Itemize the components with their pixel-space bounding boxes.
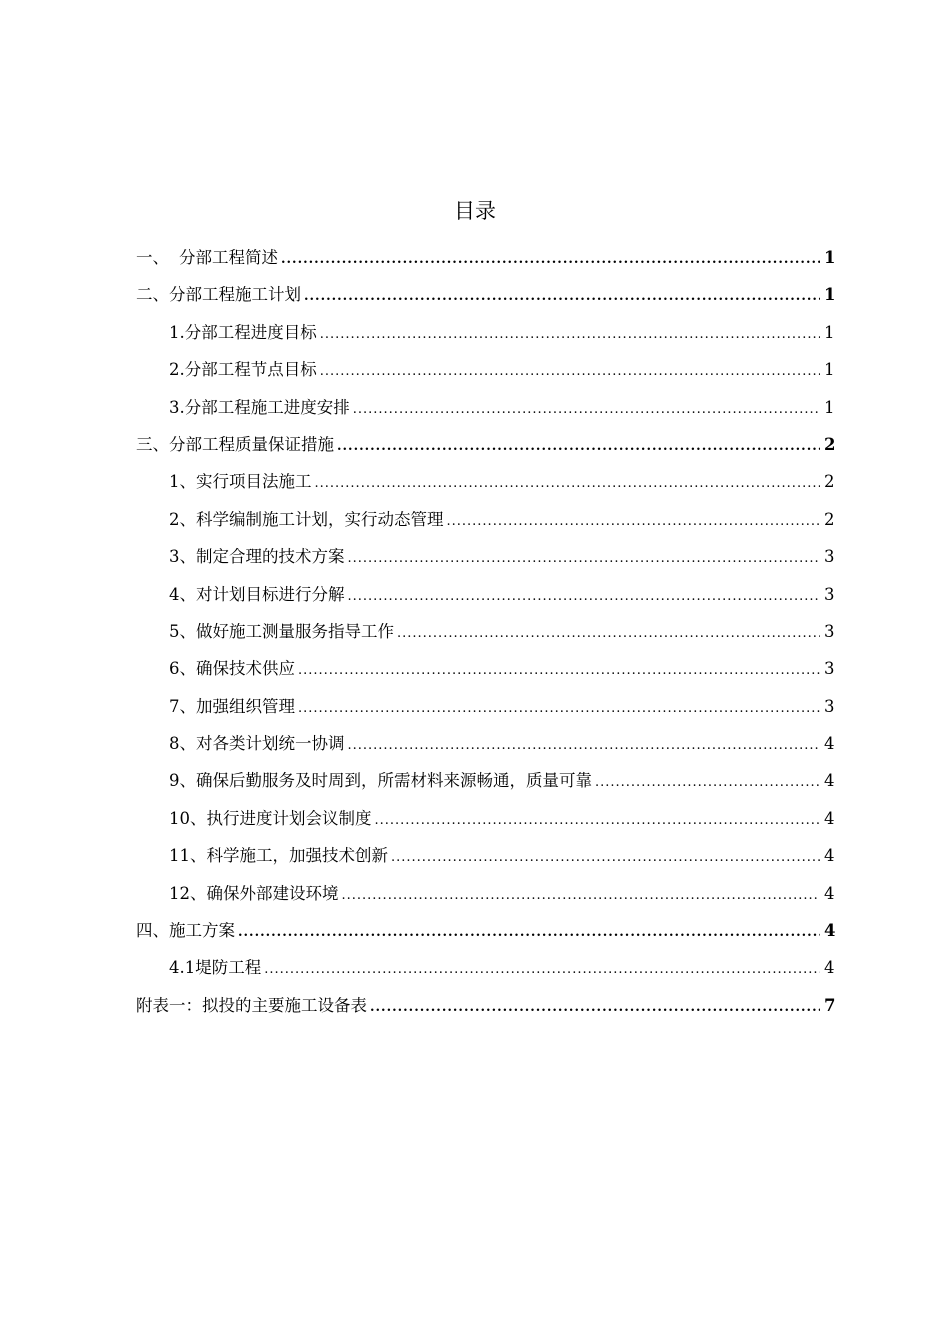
toc-entry[interactable] — [136, 917, 834, 954]
toc-entry-label: 12、确保外部建设环境 — [169, 883, 339, 903]
toc-leader-dots — [375, 807, 821, 835]
toc-entry-label: 3、制定合理的技术方案 — [169, 547, 345, 567]
toc-entry-page: 4 — [824, 846, 835, 866]
toc-entry-page: 4 — [824, 921, 836, 941]
toc-leader-dots — [595, 769, 820, 797]
toc-entry[interactable] — [136, 954, 834, 991]
toc-entry[interactable] — [136, 618, 834, 655]
toc-entry[interactable] — [136, 730, 834, 767]
toc-entry-label: 施工方案 — [169, 921, 235, 941]
toc-entry-label: 4、对计划目标进行分解 — [169, 584, 345, 604]
toc-entry-label: 1、实行项目法施工 — [169, 472, 312, 492]
toc-entry-page: 2 — [824, 472, 835, 492]
toc-entry-page: 1 — [824, 360, 835, 380]
toc-entry-label: 8、对各类计划统一协调 — [169, 734, 345, 754]
toc-entry-page: 2 — [824, 434, 836, 454]
toc-leader-dots — [348, 732, 821, 760]
toc-entry-page: 4 — [824, 883, 835, 903]
toc-entry-label: 7、加强组织管理 — [169, 696, 295, 716]
toc-entry[interactable] — [136, 356, 834, 393]
toc-leader-dots — [348, 545, 821, 573]
toc-entry-page: 2 — [824, 509, 835, 529]
toc-entry-page: 3 — [824, 547, 835, 567]
toc-entry-page: 3 — [824, 659, 835, 679]
toc-entry-number: 四、 — [136, 921, 169, 941]
toc-entry[interactable] — [136, 880, 834, 917]
toc-entry[interactable] — [136, 693, 834, 730]
toc-leader-dots — [304, 283, 820, 311]
toc-entry[interactable] — [136, 805, 834, 842]
toc-leader-dots — [315, 470, 821, 498]
toc-entry[interactable] — [136, 506, 834, 543]
toc-entry-label: 6、确保技术供应 — [169, 659, 295, 679]
toc-entry-page: 1 — [824, 248, 836, 267]
toc-entry-page: 4 — [824, 808, 835, 828]
toc-leader-dots — [298, 695, 820, 723]
toc-leader-dots — [348, 583, 821, 611]
toc-leader-dots — [298, 657, 820, 685]
toc-entry-label: 4.1堤防工程 — [169, 958, 262, 978]
toc-leader-dots — [342, 882, 821, 910]
toc-entry-page: 3 — [824, 584, 835, 604]
toc-entry[interactable] — [136, 244, 834, 281]
toc-entry-label: 10、执行进度计划会议制度 — [169, 808, 372, 828]
toc-entry-page: 7 — [824, 995, 836, 1015]
toc-leader-dots — [264, 956, 820, 984]
toc-entry-label: 分部工程简述 — [179, 248, 278, 267]
toc-leader-dots — [353, 396, 820, 424]
toc-leader-dots — [447, 508, 821, 536]
toc-entry[interactable] — [136, 581, 834, 618]
toc-entry-label: 2、科学编制施工计划，实行动态管理 — [169, 509, 444, 529]
toc-leader-dots — [397, 620, 820, 648]
toc-leader-dots — [281, 246, 820, 274]
toc-entry-number: 一、 — [136, 248, 169, 267]
toc-entry-label: 二、分部工程施工计划 — [136, 285, 301, 305]
toc-entry[interactable] — [136, 468, 834, 505]
toc-entry[interactable] — [136, 767, 834, 804]
toc-entry[interactable] — [136, 431, 834, 468]
toc-entry[interactable] — [136, 543, 834, 580]
toc-entry-page: 3 — [824, 621, 835, 641]
toc-entry-page: 3 — [824, 696, 835, 716]
toc-entry-page: 4 — [824, 958, 835, 978]
toc-title: 目录 — [454, 199, 496, 223]
toc-entry-label: 分部工程质量保证措施 — [169, 434, 334, 454]
toc-entry[interactable] — [136, 319, 834, 356]
toc-entry-label: 5、做好施工测量服务指导工作 — [169, 621, 394, 641]
toc-leader-dots — [391, 844, 820, 872]
toc-leader-dots — [370, 994, 820, 1022]
table-of-contents — [136, 244, 834, 1029]
toc-entry-label: 1.分部工程进度目标 — [169, 322, 317, 342]
toc-entry-page: 4 — [824, 734, 835, 754]
toc-entry-page: 1 — [824, 322, 835, 342]
toc-entry-page: 1 — [824, 285, 836, 305]
toc-entry-label: 3.分部工程施工进度安排 — [169, 397, 350, 417]
toc-entry[interactable] — [136, 992, 834, 1029]
toc-entry-page: 4 — [824, 771, 835, 791]
toc-entry-label: 11、科学施工，加强技术创新 — [169, 846, 388, 866]
toc-leader-dots — [320, 321, 820, 349]
toc-entry-label: 2.分部工程节点目标 — [169, 360, 317, 380]
toc-entry[interactable] — [136, 655, 834, 692]
toc-entry[interactable] — [136, 842, 834, 879]
toc-entry[interactable] — [136, 281, 834, 318]
toc-leader-dots — [238, 919, 820, 947]
toc-entry-label: 附表一：拟投的主要施工设备表 — [136, 995, 367, 1015]
toc-leader-dots — [337, 433, 820, 461]
toc-leader-dots — [320, 358, 820, 386]
toc-entry-page: 1 — [824, 397, 835, 417]
toc-entry-number: 三、 — [136, 434, 169, 454]
toc-entry-label: 9、确保后勤服务及时周到，所需材料来源畅通，质量可靠 — [169, 771, 592, 791]
toc-entry[interactable] — [136, 394, 834, 431]
